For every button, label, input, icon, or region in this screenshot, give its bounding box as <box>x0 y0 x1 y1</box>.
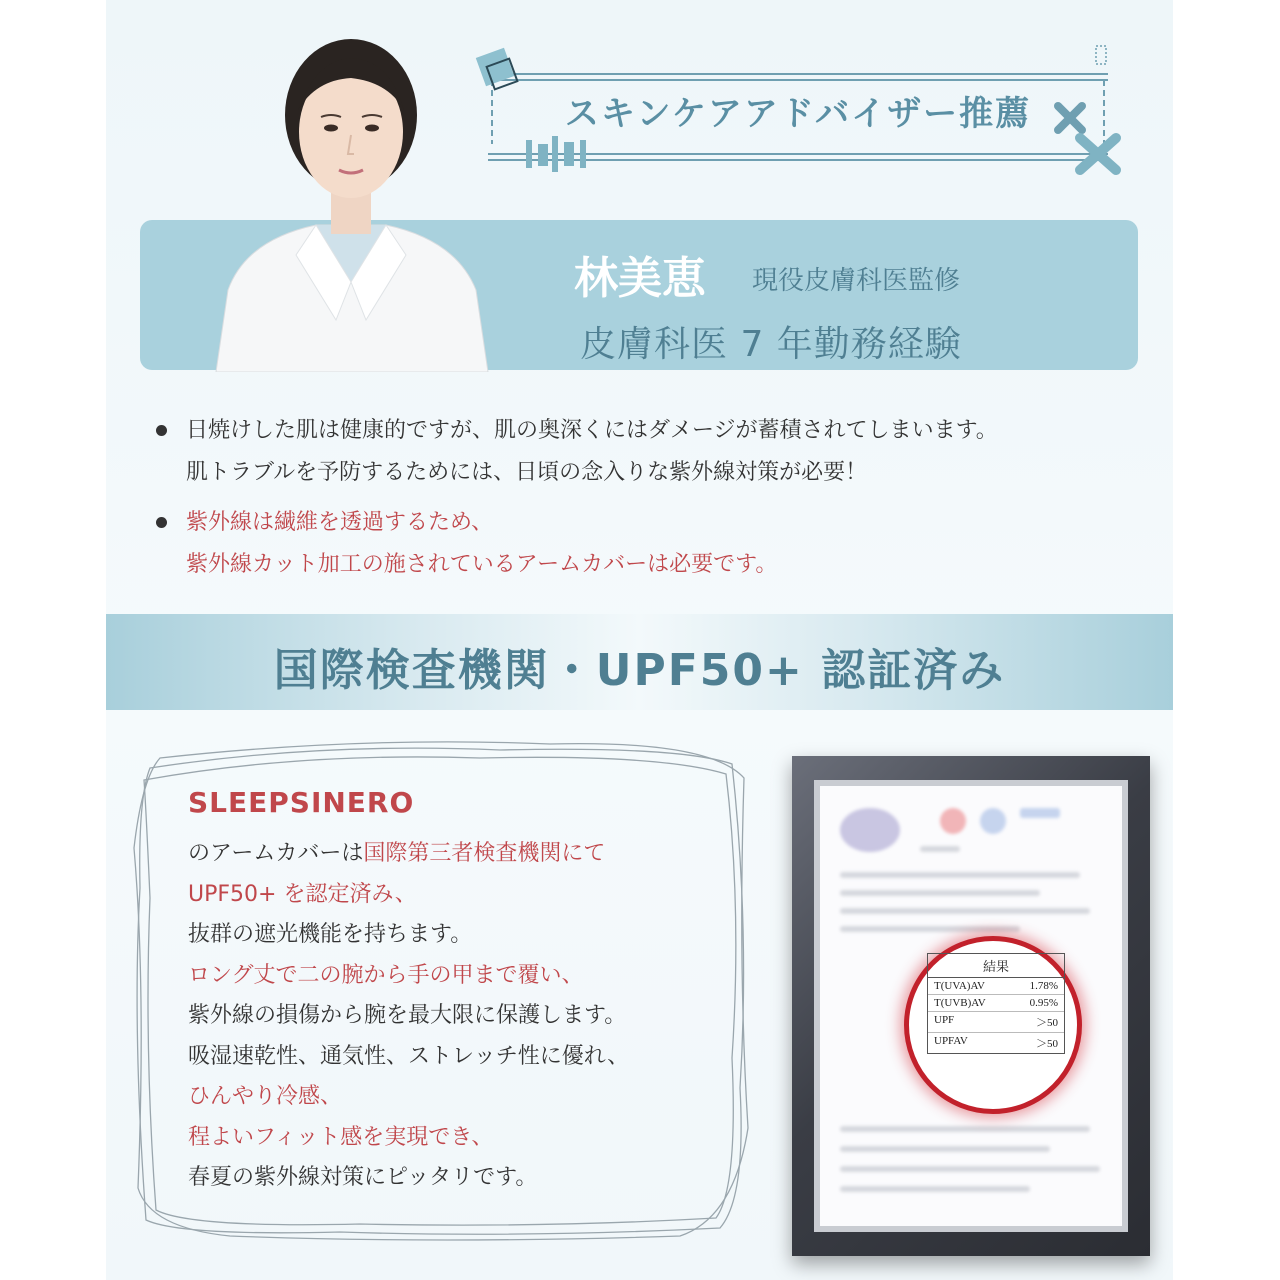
result-value: ＞50 <box>1036 1038 1058 1050</box>
result-label: UPF <box>934 1014 955 1026</box>
description-text: のアームカバーは <box>188 841 364 866</box>
description-highlight: 国際第三者検査機関にて <box>363 841 606 866</box>
result-value: 0.95% <box>1029 997 1058 1009</box>
result-row <box>928 1033 1064 1053</box>
bullet-point <box>156 410 998 494</box>
product-description <box>188 834 629 1199</box>
advisor-role: 現役皮膚科医監修 <box>752 266 961 296</box>
bullet-icon <box>156 517 167 528</box>
bullet-point <box>156 502 777 586</box>
magnified-result <box>904 936 1082 1114</box>
description-line: 吸湿速乾性、通気性、ストレッチ性に優れ、 <box>188 1043 630 1069</box>
bullet-line: 紫外線カット加工の施されているアームカバーは必要です。 <box>186 552 778 577</box>
result-label: T(UVB)AV <box>934 997 986 1009</box>
result-row <box>928 978 1064 995</box>
result-row <box>928 1012 1064 1033</box>
advisor-name: 林美恵 <box>574 253 706 304</box>
brand-name: SLEEPSINERO <box>188 786 415 819</box>
result-label: UPFAV <box>934 1035 968 1047</box>
advisor-heading: スキンケアアドバイザー推薦 <box>564 94 1032 134</box>
description-line: 抜群の遮光機能を持ちます。 <box>188 922 473 947</box>
description-highlight: ロング丈で二の腕から手の甲まで覆い、 <box>188 962 584 988</box>
product-page <box>106 0 1173 1280</box>
bullet-line: 紫外線は繊維を透過するため、 <box>186 510 494 535</box>
description-highlight: ひんやり冷感、 <box>188 1084 343 1109</box>
bullet-line: 日焼けした肌は健康的ですが、肌の奥深くにはダメージが蓄積されてしまいます。 <box>186 418 998 443</box>
result-table <box>927 953 1065 1054</box>
certificate-document <box>820 786 1122 1226</box>
description-line <box>188 834 629 875</box>
result-label: T(UVA)AV <box>934 980 985 992</box>
result-row <box>928 995 1064 1012</box>
certification-title: 国際検査機関・UPF50+ 認証済み <box>273 645 1006 696</box>
bullet-line: 肌トラブルを予防するためには、日頃の念入りな紫外線対策が必要！ <box>186 460 868 485</box>
result-header: 結果 <box>928 954 1064 978</box>
advisor-career: 皮膚科医 7 年勤務経験 <box>580 324 962 365</box>
description-highlight: 程よいフィット感を実現でき、 <box>188 1124 494 1150</box>
bullet-icon <box>156 425 167 436</box>
description-line: 春夏の紫外線対策にピッタリです。 <box>188 1165 538 1190</box>
description-highlight: UPF50+ を認定済み、 <box>188 881 417 907</box>
doctor-photo <box>176 20 526 372</box>
result-value: 1.78% <box>1029 980 1058 992</box>
certificate-frame <box>792 756 1150 1256</box>
description-line: 紫外線の損傷から腕を最大限に保護します。 <box>188 1003 627 1028</box>
result-value: ＞50 <box>1036 1017 1058 1029</box>
